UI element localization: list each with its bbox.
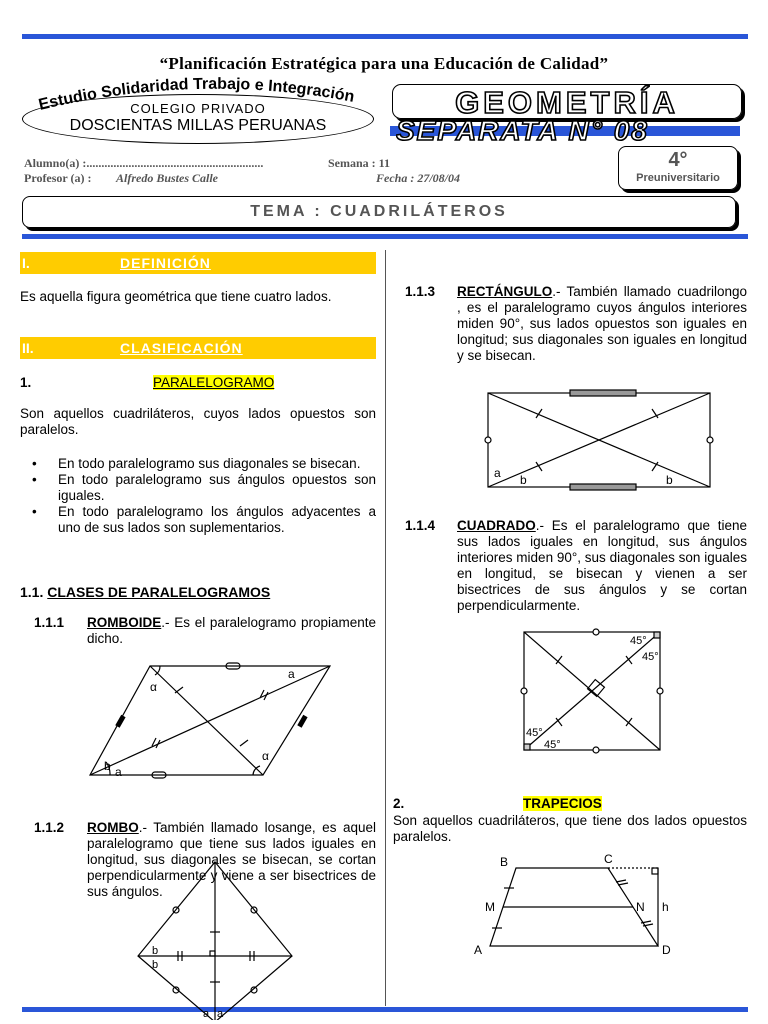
figure-label: b: [152, 959, 159, 971]
week-label: Semana : 11: [328, 156, 391, 170]
motto: “Planificación Estratégica para una Educación de Calidad”: [159, 54, 609, 73]
student-line: Alumno(a) :...........................................................: [24, 156, 264, 170]
figure-label: b: [666, 473, 673, 487]
list-item: • En todo paralelogramo sus diagonales se bisecan.: [20, 456, 376, 472]
cuadrado-number: 1.1.4: [405, 518, 436, 533]
definition-text: Es aquella figura geométrica que tiene cuatro lados.: [20, 289, 332, 304]
list-item: • En todo paralelogramo los ángulos adyacentes a uno de sus lados son suplementarios.: [20, 504, 376, 536]
teacher-name: Alfredo Bustes Calle: [116, 171, 219, 185]
rombo-text: ROMBO.- También llamado losange, es aquel paralelogramo que tiene sus lados iguales en longitud, sus diagonales se bisecan, se cortan perpendicularmente y viene a ser bisectrices de sus ángulos.: [87, 820, 376, 899]
figure-label: b: [520, 473, 527, 487]
romboide-figure: [80, 660, 340, 785]
section-title: CLASIFICACIÓN: [120, 340, 243, 356]
svg-text:Estudio Solidaridad Trabajo e: Estudio Solidaridad Trabajo e Integración: [37, 75, 356, 112]
date-label: Fecha : 27/08/04: [376, 171, 460, 185]
romboide-number: 1.1.1: [34, 615, 65, 630]
trapecios-number: 2.: [393, 796, 405, 811]
trapecios-text: Son aquellos cuadriláteros, que tiene dos lados opuestos paralelos.: [393, 813, 747, 844]
rectangulo-figure: [480, 388, 720, 492]
svg-text:GEOMETRÍA: GEOMETRÍA: [455, 85, 679, 118]
grade-box: [618, 146, 738, 190]
rectangulo-text: RECTÁNGULO.- También llamado cuadrilongo , es el paralelogramo cuyos ángulos interiores miden 90°, sus lados opuestos son iguales en longitud; sus diagonales son iguales en longitud y se bisecan.: [457, 284, 747, 363]
section-title: DEFINICIÓN: [120, 255, 211, 271]
figure-label: N: [636, 900, 645, 914]
section-number: II.: [22, 340, 34, 356]
grade: 4°: [668, 149, 688, 171]
school-oval: [22, 94, 374, 144]
properties-list: [20, 456, 376, 536]
figure-label: A: [474, 943, 483, 957]
figure-label: a: [494, 466, 501, 480]
section-number: I.: [22, 255, 30, 271]
separata-title: [396, 114, 740, 144]
romboide-text: ROMBOIDE.- Es el paralelogramo propiamente dicho.: [87, 615, 376, 646]
school-name: DOSCIENTAS MILLAS PERUANAS: [69, 117, 327, 134]
rombo-number: 1.1.2: [34, 820, 65, 835]
figure-label: 45°: [526, 727, 543, 739]
trapecio-figure: [468, 852, 688, 962]
figure-label: 45°: [630, 635, 647, 647]
paralelogramo-title: PARALELOGRAMO: [153, 375, 275, 390]
svg-text:SEPARATA N° 08: SEPARATA N° 08: [396, 115, 649, 144]
header-rule: [22, 234, 748, 239]
figure-label: 45°: [642, 651, 659, 663]
figure-label: α: [150, 680, 157, 694]
trapecios-title: TRAPECIOS: [523, 796, 602, 811]
figure-label: a: [203, 1008, 210, 1020]
paralelogramo-text: Son aquellos cuadriláteros, cuyos lados opuestos son paralelos.: [20, 406, 376, 437]
teacher-label: Profesor (a) :: [24, 171, 92, 185]
classes-heading: 1.1. CLASES DE PARALELOGRAMOS: [20, 584, 271, 600]
paralelogramo-number: 1.: [20, 375, 32, 390]
figure-label: 45°: [544, 739, 561, 751]
figure-label: h: [662, 900, 669, 914]
cuadrado-figure: [518, 626, 668, 756]
figure-label: b: [152, 945, 159, 957]
figure-label: a: [288, 667, 295, 681]
section-definition-header: [20, 252, 376, 274]
figure-label: a: [115, 765, 122, 779]
figure-label: B: [500, 855, 509, 869]
cuadrado-text: CUADRADO.- Es el paralelogramo que tiene sus lados iguales en longitud, sus ángulos interiores miden 90°, sus diagonales son iguales en longitud, se bisecan y vienen a ser bisectrices de sus ángulos y se cortan perpendicularmente.: [457, 518, 747, 613]
rombo-figure: [130, 860, 300, 1020]
column-divider: [385, 250, 386, 1006]
level: Preuniversitario: [636, 172, 720, 184]
section-classification-header: [20, 337, 376, 359]
figure-label: C: [604, 852, 613, 866]
figure-label: α: [262, 749, 269, 763]
figure-label: M: [485, 900, 495, 914]
list-item: • En todo paralelogramo sus ángulos opuestos son iguales.: [20, 472, 376, 504]
top-rule: [22, 34, 748, 39]
rectangulo-number: 1.1.3: [405, 284, 436, 299]
topic-title: TEMA : CUADRILÁTEROS: [250, 203, 508, 220]
school-type: COLEGIO PRIVADO: [130, 101, 266, 116]
topic-box: [22, 196, 736, 228]
figure-label: b: [104, 759, 111, 773]
figure-label: D: [662, 943, 671, 957]
figure-label: a: [217, 1008, 224, 1020]
